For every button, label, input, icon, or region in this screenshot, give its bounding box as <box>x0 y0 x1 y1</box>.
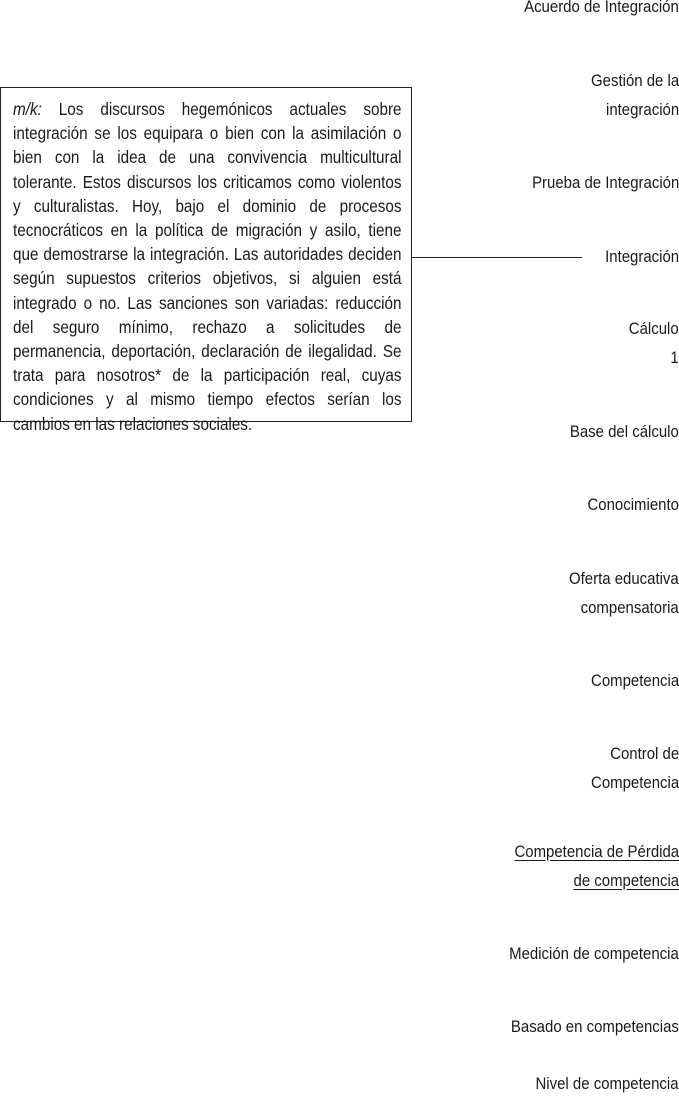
term-label: Base del cálculo <box>570 422 679 441</box>
term-label: Acuerdo de Integración <box>524 0 679 16</box>
term-label: Medición de competencia <box>509 944 679 963</box>
annotation-body: Los discursos hegemónicos actuales sobre integración se los equipara o bien con la asimilación o bien con la idea de una convivencia multicultural tolerante. Estos discursos los criticamos como violentos y culturalistas. Hoy, bajo el dominio de procesos tecnocráticos en la política de migración y asilo, tiene que demostrarse la integración. Las autoridades deciden según supuestos criterios objetivos, si alguien está integrado o no. Las sanciones son variadas: reducción del seguro mínimo, rechazo a solicitudes de permanencia, deportación, declaración de ilegalidad. Se trata para nosotros* de la participación real, cuyas condiciones y al mismo tiempo efectos serían los cambios en las relaciones sociales. <box>13 99 402 434</box>
term-label-line-2: de competencia <box>573 870 679 890</box>
term-conocimiento <box>588 491 679 520</box>
term-integracion <box>605 243 679 272</box>
term-label: Conocimiento <box>587 495 679 514</box>
annotation-note-box <box>0 87 412 434</box>
term-label-line-1: Cálculo <box>629 319 679 338</box>
term-medicion-de-competencia <box>509 940 679 969</box>
term-label-line-1: Competencia de Pérdida <box>514 842 679 861</box>
term-base-del-calculo <box>570 418 679 447</box>
term-nivel-de-competencia <box>536 1070 679 1099</box>
term-label: Basado en competencias <box>511 1017 679 1036</box>
term-control-de-competencia <box>591 740 679 797</box>
term-label-line-2: Competencia <box>590 772 679 792</box>
term-label-line-1: Gestión de la <box>590 71 679 90</box>
term-label: Nivel de competencia <box>535 1074 679 1093</box>
term-competencia-de-perdida <box>514 838 679 895</box>
term-label: Competencia <box>590 671 679 690</box>
term-calculo <box>629 315 679 372</box>
annotation-connector-line <box>412 257 582 258</box>
term-label-line-2: compensatoria <box>580 597 679 617</box>
term-oferta-educativa-compensatoria <box>569 565 679 622</box>
term-label-line-1: Control de <box>609 744 679 763</box>
term-label: Prueba de Integración <box>531 173 679 192</box>
term-label-line-1: Oferta educativa <box>569 569 679 588</box>
term-label-line-2: 1 <box>670 347 679 367</box>
term-gestion-de-la-integracion <box>591 67 679 124</box>
annotation-note-text <box>13 97 402 436</box>
term-basado-en-competencias <box>511 1013 679 1042</box>
term-competencia <box>591 667 679 696</box>
term-label-line-2: integración <box>605 99 679 119</box>
term-label: Integración <box>604 247 679 266</box>
annotation-author-prefix: m/k: <box>13 99 42 119</box>
term-prueba-de-integracion <box>532 169 679 198</box>
term-acuerdo-de-integracion <box>524 0 679 22</box>
